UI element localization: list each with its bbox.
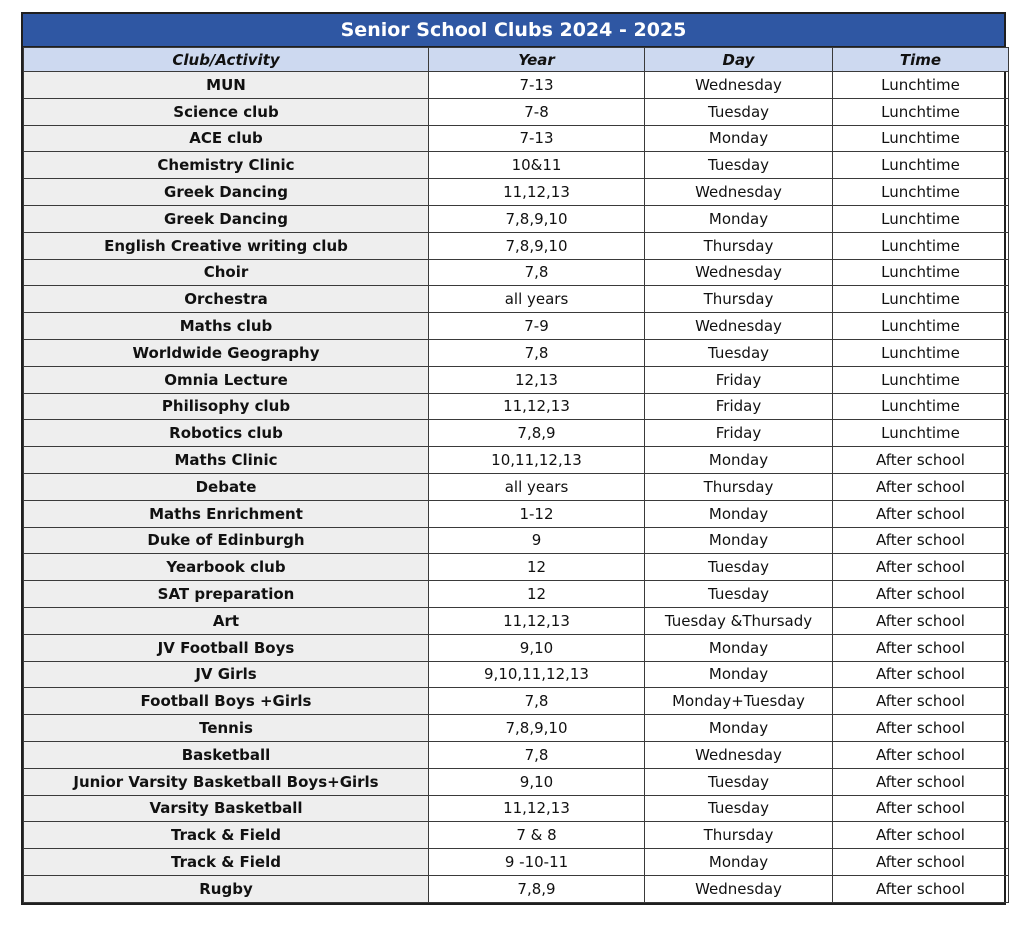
cell-year: 7,8,9,10 [429,715,645,742]
table-row [24,554,1009,581]
cell-club: Track & Field [24,849,429,876]
cell-club: Omnia Lecture [24,366,429,393]
cell-time: Lunchtime [833,152,1009,179]
cell-time: Lunchtime [833,420,1009,447]
cell-day: Wednesday [645,741,833,768]
cell-year: all years [429,286,645,313]
cell-day: Tuesday [645,795,833,822]
cell-club: Yearbook club [24,554,429,581]
cell-club: Maths club [24,313,429,340]
column-header-year: Year [429,48,645,72]
cell-year: 7,8 [429,741,645,768]
table-row [24,607,1009,634]
cell-year: 11,12,13 [429,607,645,634]
cell-day: Monday [645,661,833,688]
cell-year: 7,8 [429,688,645,715]
cell-club: Varsity Basketball [24,795,429,822]
cell-day: Monday [645,125,833,152]
cell-year: 7 & 8 [429,822,645,849]
cell-time: Lunchtime [833,366,1009,393]
table-row [24,768,1009,795]
table-row [24,795,1009,822]
cell-time: After school [833,768,1009,795]
table-row [24,179,1009,206]
table-row [24,581,1009,608]
table-row [24,447,1009,474]
cell-time: After school [833,795,1009,822]
cell-club: Science club [24,98,429,125]
cell-day: Monday [645,205,833,232]
cell-club: Worldwide Geography [24,339,429,366]
table-row [24,661,1009,688]
cell-day: Thursday [645,822,833,849]
cell-year: 7,8,9,10 [429,232,645,259]
cell-day: Thursday [645,232,833,259]
cell-time: After school [833,661,1009,688]
cell-time: After school [833,447,1009,474]
column-header-time: Time [833,48,1009,72]
cell-day: Tuesday [645,581,833,608]
cell-club: Rugby [24,875,429,902]
cell-year: 9 -10-11 [429,849,645,876]
cell-day: Friday [645,420,833,447]
cell-time: Lunchtime [833,339,1009,366]
cell-day: Wednesday [645,179,833,206]
table-row [24,366,1009,393]
cell-club: Orchestra [24,286,429,313]
cell-time: After school [833,875,1009,902]
cell-day: Tuesday [645,768,833,795]
cell-time: After school [833,473,1009,500]
cell-time: Lunchtime [833,286,1009,313]
cell-day: Thursday [645,286,833,313]
cell-day: Monday [645,500,833,527]
cell-year: 7,8 [429,259,645,286]
cell-time: After school [833,527,1009,554]
cell-time: Lunchtime [833,259,1009,286]
cell-day: Monday [645,634,833,661]
cell-time: After school [833,607,1009,634]
cell-time: After school [833,554,1009,581]
cell-day: Friday [645,366,833,393]
cell-year: 9 [429,527,645,554]
table-row [24,152,1009,179]
cell-club: Tennis [24,715,429,742]
cell-day: Thursday [645,473,833,500]
table-row [24,393,1009,420]
cell-club: Choir [24,259,429,286]
cell-club: Chemistry Clinic [24,152,429,179]
table-row [24,72,1009,99]
table-title: Senior School Clubs 2024 - 2025 [23,14,1004,47]
table-row [24,339,1009,366]
cell-club: Greek Dancing [24,205,429,232]
cell-time: After school [833,500,1009,527]
table-row [24,232,1009,259]
cell-time: After school [833,822,1009,849]
table-row [24,125,1009,152]
cell-club: JV Football Boys [24,634,429,661]
table-row [24,715,1009,742]
clubs-table [23,47,1009,903]
table-row [24,205,1009,232]
cell-club: Basketball [24,741,429,768]
cell-time: After school [833,581,1009,608]
table-row [24,527,1009,554]
cell-year: 11,12,13 [429,795,645,822]
cell-day: Wednesday [645,72,833,99]
cell-year: 7-13 [429,125,645,152]
cell-time: Lunchtime [833,179,1009,206]
column-header-day: Day [645,48,833,72]
table-row [24,500,1009,527]
cell-year: 10&11 [429,152,645,179]
cell-club: Maths Enrichment [24,500,429,527]
cell-year: 9,10,11,12,13 [429,661,645,688]
cell-day: Tuesday [645,98,833,125]
cell-year: 1-12 [429,500,645,527]
cell-time: After school [833,688,1009,715]
cell-club: Maths Clinic [24,447,429,474]
cell-year: 9,10 [429,768,645,795]
cell-year: 7,8,9,10 [429,205,645,232]
cell-year: 12,13 [429,366,645,393]
cell-day: Friday [645,393,833,420]
cell-time: Lunchtime [833,313,1009,340]
cell-club: Robotics club [24,420,429,447]
cell-year: 7-13 [429,72,645,99]
cell-year: 12 [429,581,645,608]
table-row [24,473,1009,500]
cell-club: Football Boys +Girls [24,688,429,715]
table-body [24,72,1009,903]
table-row [24,286,1009,313]
cell-club: JV Girls [24,661,429,688]
table-row [24,849,1009,876]
cell-time: Lunchtime [833,72,1009,99]
cell-club: MUN [24,72,429,99]
cell-year: 7-9 [429,313,645,340]
cell-year: 7-8 [429,98,645,125]
table-row [24,875,1009,902]
cell-year: 12 [429,554,645,581]
cell-club: Track & Field [24,822,429,849]
column-header-club: Club/Activity [24,48,429,72]
cell-day: Monday [645,715,833,742]
cell-year: 7,8,9 [429,420,645,447]
cell-year: 10,11,12,13 [429,447,645,474]
cell-year: 9,10 [429,634,645,661]
cell-time: Lunchtime [833,205,1009,232]
cell-day: Wednesday [645,875,833,902]
table-row [24,688,1009,715]
table-row [24,634,1009,661]
clubs-table-sheet [21,12,1006,905]
cell-time: Lunchtime [833,393,1009,420]
cell-time: Lunchtime [833,232,1009,259]
table-row [24,98,1009,125]
cell-year: 11,12,13 [429,393,645,420]
cell-day: Wednesday [645,259,833,286]
table-row [24,259,1009,286]
cell-club: SAT preparation [24,581,429,608]
cell-club: Art [24,607,429,634]
cell-year: 11,12,13 [429,179,645,206]
cell-day: Tuesday [645,152,833,179]
cell-club: Junior Varsity Basketball Boys+Girls [24,768,429,795]
cell-club: Debate [24,473,429,500]
cell-club: Duke of Edinburgh [24,527,429,554]
cell-year: 7,8 [429,339,645,366]
cell-year: 7,8,9 [429,875,645,902]
cell-year: all years [429,473,645,500]
table-row [24,313,1009,340]
cell-time: Lunchtime [833,98,1009,125]
cell-time: After school [833,849,1009,876]
cell-time: After school [833,741,1009,768]
cell-time: Lunchtime [833,125,1009,152]
cell-club: English Creative writing club [24,232,429,259]
cell-time: After school [833,715,1009,742]
cell-club: ACE club [24,125,429,152]
cell-time: After school [833,634,1009,661]
table-row [24,420,1009,447]
cell-club: Greek Dancing [24,179,429,206]
cell-day: Monday [645,447,833,474]
header-row [24,48,1009,72]
cell-club: Philisophy club [24,393,429,420]
cell-day: Tuesday [645,554,833,581]
cell-day: Monday [645,527,833,554]
cell-day: Monday [645,849,833,876]
cell-day: Tuesday [645,339,833,366]
cell-day: Monday+Tuesday [645,688,833,715]
table-row [24,741,1009,768]
cell-day: Wednesday [645,313,833,340]
cell-day: Tuesday &Thursady [645,607,833,634]
table-row [24,822,1009,849]
